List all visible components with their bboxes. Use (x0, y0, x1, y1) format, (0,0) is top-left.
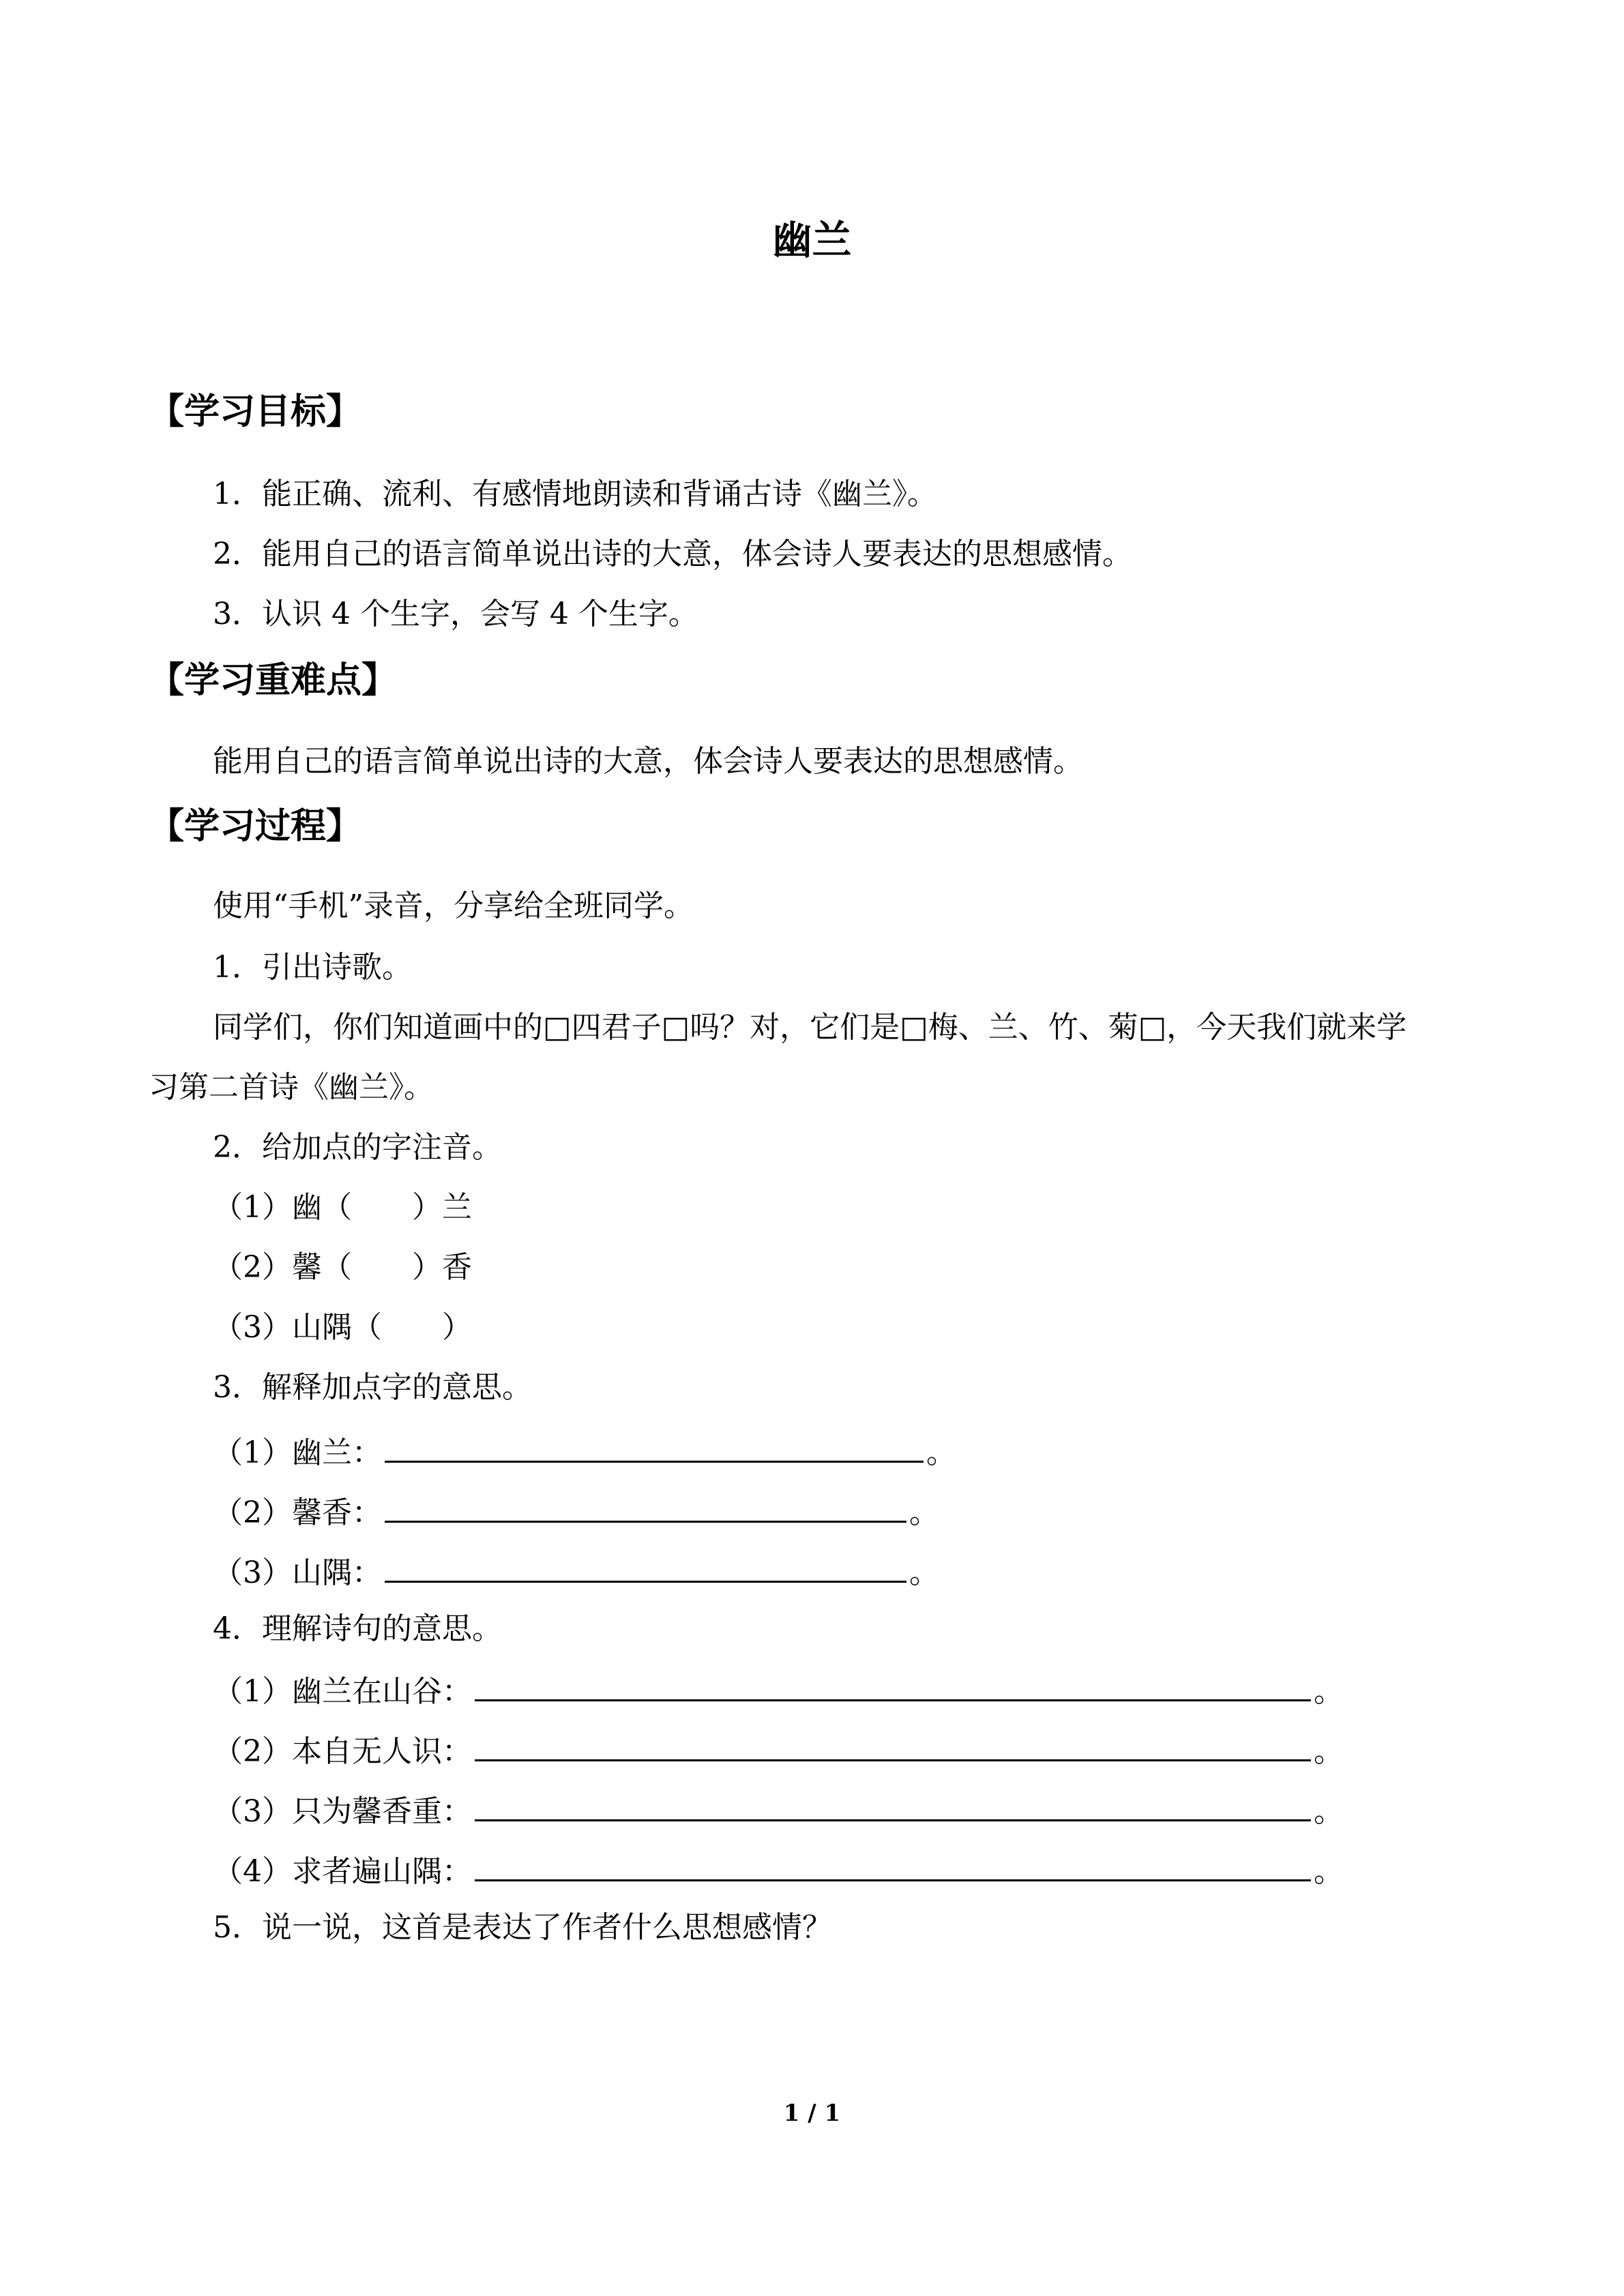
pinyin-item: （1）幽（ ）兰 (213, 1190, 472, 1225)
meaning-label: （1）幽兰： (213, 1435, 382, 1470)
objective-item: 2．能用自己的语言简单说出诗的大意，体会诗人要表达的思想感情。 (213, 537, 1132, 571)
answer-blank[interactable] (385, 1551, 906, 1583)
step5-title: 5．说一说，这首是表达了作者什么思想感情？ (213, 1910, 832, 1945)
meaning-item (213, 1431, 956, 1474)
end-mark: 。 (1314, 1854, 1344, 1889)
pinyin-item: （2）馨（ ）香 (213, 1250, 472, 1285)
objective-item: 1．能正确、流利、有感情地朗读和背诵古诗《幽兰》。 (213, 477, 937, 511)
answer-blank[interactable] (475, 1729, 1311, 1761)
process-intro: 使用“手机”录音，分享给全班同学。 (213, 889, 694, 923)
meaning-label: （2）馨香： (213, 1495, 382, 1530)
answer-blank[interactable] (475, 1849, 1311, 1881)
answer-blank[interactable] (475, 1669, 1311, 1701)
step1-text-line1: 同学们，你们知道画中的□四君子□吗？对，它们是□梅、兰、竹、菊□，今天我们就来学 (213, 1010, 1407, 1045)
verse-item (213, 1669, 1344, 1713)
meaning-item (213, 1551, 939, 1594)
end-mark: 。 (909, 1555, 939, 1590)
verse-label: （2）本自无人识： (213, 1734, 472, 1769)
key-points-heading: 【学习重难点】 (149, 659, 398, 701)
step1-text-line2: 习第二首诗《幽兰》。 (149, 1070, 434, 1105)
end-mark: 。 (909, 1495, 939, 1530)
verse-label: （4）求者遍山隅： (213, 1854, 472, 1889)
meaning-label: （3）山隅： (213, 1555, 382, 1590)
page-title: 幽兰 (772, 217, 852, 263)
verse-item (213, 1849, 1344, 1893)
objective-item: 3．认识 4 个生字，会写 4 个生字。 (213, 597, 698, 631)
end-mark: 。 (1314, 1794, 1344, 1829)
end-mark: 。 (1314, 1734, 1344, 1769)
step1-title: 1．引出诗歌。 (213, 950, 412, 985)
answer-blank[interactable] (475, 1789, 1311, 1821)
end-mark: 。 (926, 1435, 956, 1470)
step2-title: 2．给加点的字注音。 (213, 1130, 502, 1165)
verse-label: （3）只为馨香重： (213, 1794, 472, 1829)
verse-item (213, 1729, 1344, 1773)
key-points-text: 能用自己的语言简单说出诗的大意，体会诗人要表达的思想感情。 (213, 744, 1083, 779)
verse-item (213, 1789, 1344, 1833)
pinyin-item: （3）山隅（ ） (213, 1310, 472, 1345)
meaning-item (213, 1491, 939, 1534)
step3-title: 3．解释加点字的意思。 (213, 1370, 532, 1405)
answer-blank[interactable] (385, 1431, 924, 1463)
answer-blank[interactable] (385, 1491, 906, 1523)
objectives-heading: 【学习目标】 (149, 391, 362, 432)
process-heading: 【学习过程】 (149, 805, 362, 847)
verse-label: （1）幽兰在山谷： (213, 1674, 472, 1709)
end-mark: 。 (1314, 1674, 1344, 1709)
page-number: 1 / 1 (783, 2100, 841, 2127)
step4-title: 4．理解诗句的意思。 (213, 1611, 502, 1646)
